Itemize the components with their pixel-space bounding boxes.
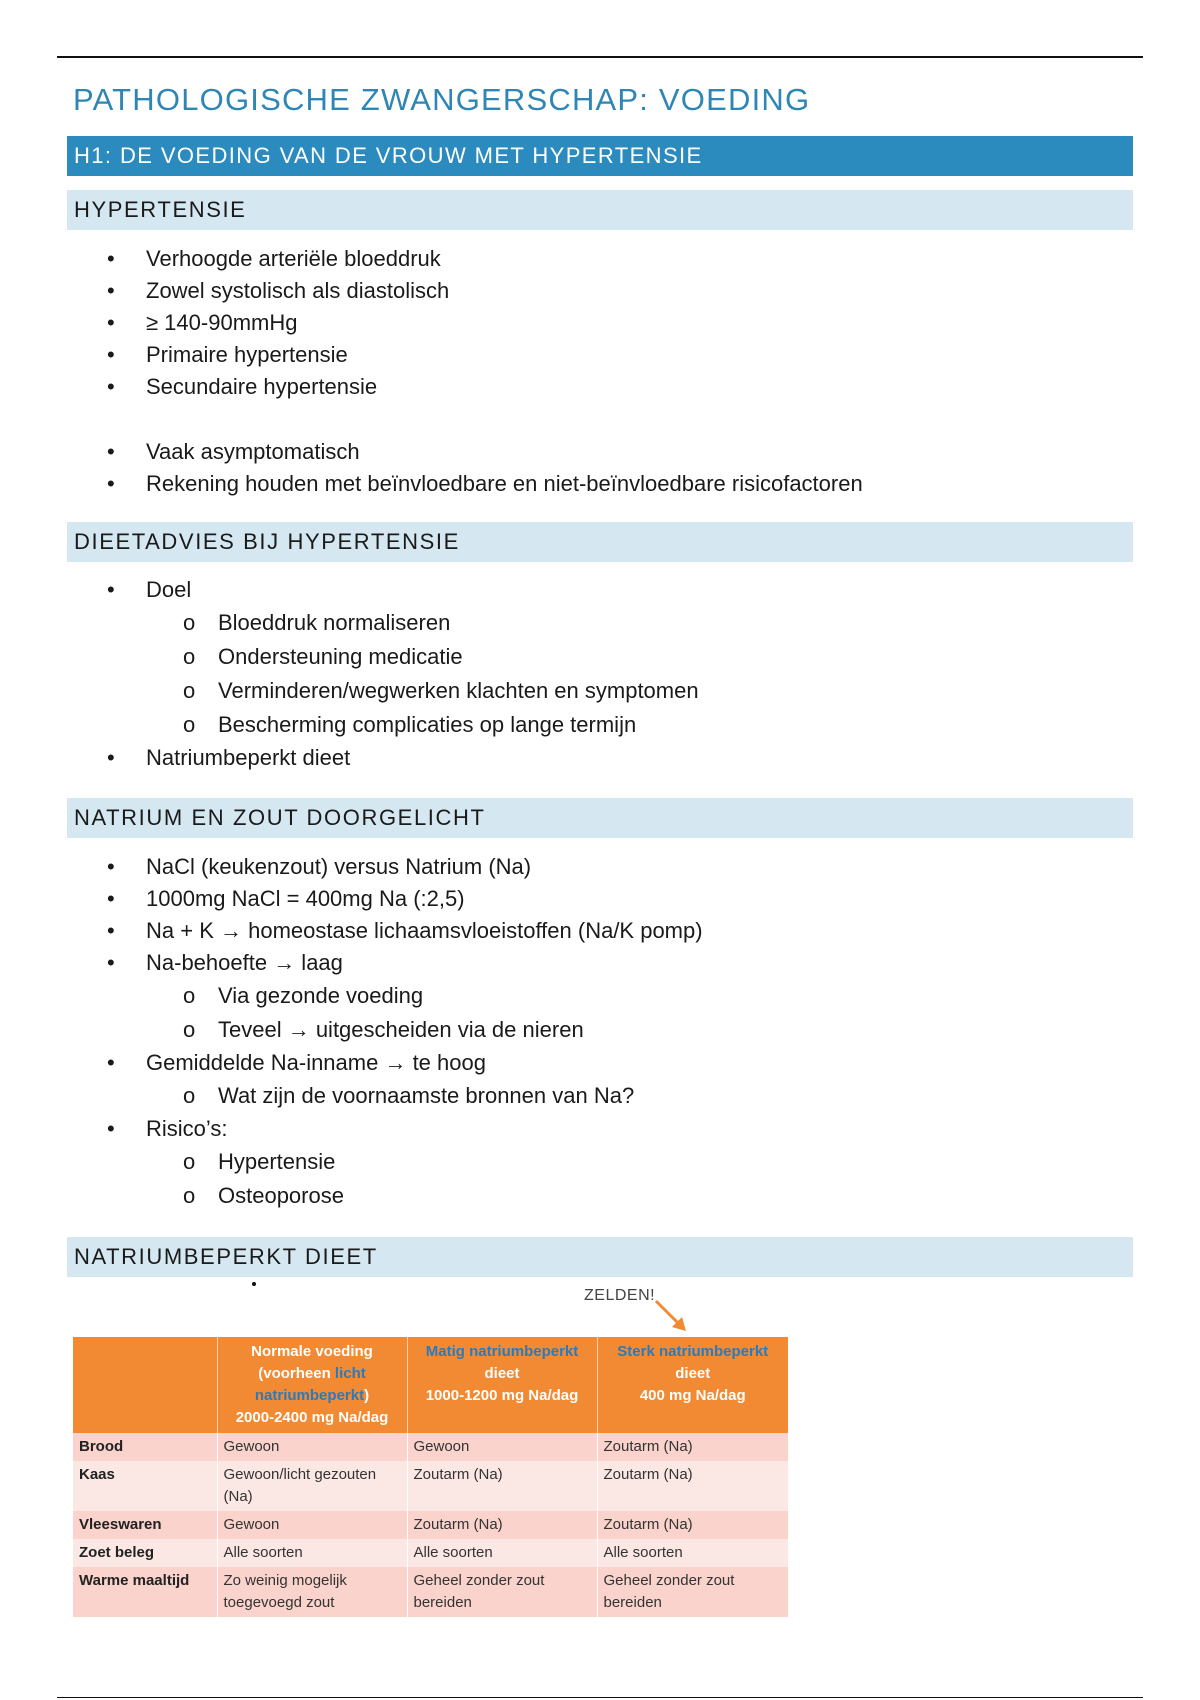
table-cell: Geheel zonder zout bereiden xyxy=(407,1567,597,1617)
row-label: Vleeswaren xyxy=(73,1511,217,1539)
sub-list-item: o Hypertensie xyxy=(0,1145,703,1179)
sub-list-item: o Verminderen/wegwerken klachten en symptomen xyxy=(0,674,699,708)
list-item: • Na-behoefte → laag xyxy=(0,947,703,979)
sub-list-item: o Teveel → uitgescheiden via de nieren xyxy=(0,1013,703,1047)
table-cell: Zoutarm (Na) xyxy=(597,1511,788,1539)
table-row xyxy=(73,1511,788,1539)
sub-list-item: o Wat zijn de voornaamste bronnen van Na? xyxy=(0,1079,703,1113)
top-rule xyxy=(57,56,1143,58)
table-cell: Zoutarm (Na) xyxy=(597,1433,788,1461)
table-row xyxy=(73,1433,788,1461)
stray-dot xyxy=(252,1282,256,1286)
table-header-row xyxy=(73,1337,788,1433)
row-label: Brood xyxy=(73,1433,217,1461)
section-heading-dieetadvies: DIEETADVIES BIJ HYPERTENSIE xyxy=(67,522,1133,562)
list-item: • Rekening houden met beïnvloedbare en niet-beïnvloedbare risicofactoren xyxy=(0,468,863,500)
sub-list-item: o Via gezonde voeding xyxy=(0,979,703,1013)
section-heading-natriumbeperkt: NATRIUMBEPERKT DIEET xyxy=(67,1237,1133,1277)
sub-list-item: o Bloeddruk normaliseren xyxy=(0,606,699,640)
list-item: • 1000mg NaCl = 400mg Na (:2,5) xyxy=(0,883,703,915)
list-item: • Zowel systolisch als diastolisch xyxy=(0,275,863,307)
sodium-diet-table xyxy=(73,1337,788,1617)
sub-list-item: o Ondersteuning medicatie xyxy=(0,640,699,674)
annotation-arrow-icon xyxy=(652,1297,692,1333)
header-empty xyxy=(73,1337,217,1433)
table-cell: Gewoon/licht gezouten (Na) xyxy=(217,1461,407,1511)
row-label: Zoet beleg xyxy=(73,1539,217,1567)
table-cell: Alle soorten xyxy=(217,1539,407,1567)
list-item: • ≥ 140-90mmHg xyxy=(0,307,863,339)
table-cell: Gewoon xyxy=(217,1433,407,1461)
table-row xyxy=(73,1567,788,1617)
section-heading-hypertensie: HYPERTENSIE xyxy=(67,190,1133,230)
list-dieetadvies xyxy=(0,574,699,774)
list-item: • Risico’s: xyxy=(0,1113,703,1145)
header-normale-voeding: Normale voeding (voorheen licht natriumbeperkt) 2000-2400 mg Na/dag xyxy=(217,1337,407,1433)
table-cell: Geheel zonder zout bereiden xyxy=(597,1567,788,1617)
row-label: Kaas xyxy=(73,1461,217,1511)
list-item: • Verhoogde arteriële bloeddruk xyxy=(0,243,863,275)
table-cell: Alle soorten xyxy=(597,1539,788,1567)
table-cell: Zo weinig mogelijk toegevoegd zout xyxy=(217,1567,407,1617)
list-item: • NaCl (keukenzout) versus Natrium (Na) xyxy=(0,851,703,883)
table-row xyxy=(73,1461,788,1511)
list-natrium xyxy=(0,851,703,1213)
table-cell: Zoutarm (Na) xyxy=(407,1461,597,1511)
header-matig: Matig natriumbeperkt dieet 1000-1200 mg Na/dag xyxy=(407,1337,597,1433)
chapter-heading: H1: DE VOEDING VAN DE VROUW MET HYPERTENSIE xyxy=(67,136,1133,176)
list-item: • Vaak asymptomatisch xyxy=(0,436,863,468)
list-item: • Natriumbeperkt dieet xyxy=(0,742,699,774)
sub-list-item: o Bescherming complicaties op lange termijn xyxy=(0,708,699,742)
list-item: • Gemiddelde Na-inname → te hoog xyxy=(0,1047,703,1079)
zelden-annotation: ZELDEN! xyxy=(584,1287,656,1304)
document-title: PATHOLOGISCHE ZWANGERSCHAP: VOEDING xyxy=(73,82,811,117)
table-cell: Zoutarm (Na) xyxy=(597,1461,788,1511)
table-cell: Alle soorten xyxy=(407,1539,597,1567)
table-cell: Zoutarm (Na) xyxy=(407,1511,597,1539)
section-heading-natrium: NATRIUM EN ZOUT DOORGELICHT xyxy=(67,798,1133,838)
list-item: • Doel xyxy=(0,574,699,606)
list-item: • Na + K → homeostase lichaamsvloeistoffen (Na/K pomp) xyxy=(0,915,703,947)
header-sterk: Sterk natriumbeperkt dieet 400 mg Na/dag xyxy=(597,1337,788,1433)
table-row xyxy=(73,1539,788,1567)
row-label: Warme maaltijd xyxy=(73,1567,217,1617)
list-item: • Secundaire hypertensie xyxy=(0,371,863,403)
bottom-rule xyxy=(57,1697,1143,1698)
sub-list-item: o Osteoporose xyxy=(0,1179,703,1213)
table-cell: Gewoon xyxy=(407,1433,597,1461)
list-item: • Primaire hypertensie xyxy=(0,339,863,371)
list-hypertensie xyxy=(0,243,863,500)
table-cell: Gewoon xyxy=(217,1511,407,1539)
